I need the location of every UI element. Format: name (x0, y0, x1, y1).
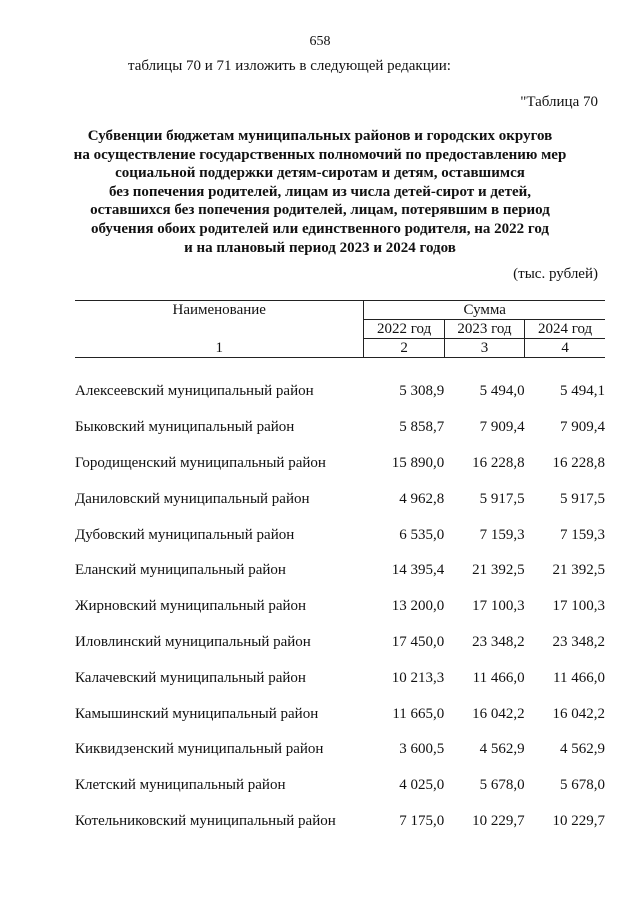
header-year-2024: 2024 год (525, 320, 605, 339)
value-2022: 4 025,0 (399, 777, 445, 794)
value-2023: 21 392,5 (472, 562, 525, 579)
value-2022: 7 175,0 (399, 812, 445, 829)
district-name: Дубовский муниципальный район (75, 526, 295, 543)
value-2022: 4 962,8 (399, 490, 445, 507)
value-2022: 5 858,7 (399, 419, 445, 436)
table-row (75, 804, 605, 840)
table-row (75, 660, 605, 696)
title-line: без попечения родителей, лицам из числа детей-сирот и детей, (109, 183, 531, 200)
value-2023: 7 909,4 (479, 419, 525, 436)
subsidy-table (75, 300, 605, 839)
value-2024: 7 909,4 (560, 419, 605, 436)
table-spacer (75, 358, 605, 375)
district-name: Котельниковский муниципальный район (75, 812, 336, 829)
district-name: Клетский муниципальный район (75, 777, 286, 794)
value-2022: 15 890,0 (391, 454, 445, 471)
district-name: Киквидзенский муниципальный район (75, 741, 324, 758)
title-line: на осуществление государственных полномочий по предоставлению мер (73, 146, 567, 163)
value-2024: 16 228,8 (552, 454, 605, 471)
value-2024: 5 494,1 (560, 383, 605, 400)
table-row (75, 625, 605, 661)
column-number-2: 2 (364, 339, 444, 358)
value-2024: 17 100,3 (552, 598, 605, 615)
table-row (75, 732, 605, 768)
title-line: обучения обоих родителей или единственного родителя, на 2022 год (91, 220, 549, 237)
value-2024: 21 392,5 (552, 562, 605, 579)
value-2022: 5 308,9 (399, 383, 445, 400)
table-row (75, 481, 605, 517)
value-2023: 16 228,8 (472, 454, 525, 471)
title-line: социальной поддержки детям-сиротам и детям, оставшимся (115, 165, 525, 182)
value-2022: 10 213,3 (391, 669, 445, 686)
district-name: Быковский муниципальный район (75, 419, 295, 436)
value-2022: 17 450,0 (391, 633, 445, 650)
district-name: Алексеевский муниципальный район (75, 383, 314, 400)
units-label: (тыс. рублей) (513, 266, 598, 282)
value-2024: 5 678,0 (560, 777, 605, 794)
value-2024: 4 562,9 (560, 741, 605, 758)
table-row (75, 696, 605, 732)
title-line: Субвенции бюджетам муниципальных районов и городских округов (87, 128, 553, 144)
table-row (75, 768, 605, 804)
table-body (75, 358, 605, 840)
header-sum: Сумма (364, 301, 605, 320)
value-2022: 13 200,0 (391, 598, 445, 615)
table-row (75, 553, 605, 589)
district-name: Еланский муниципальный район (75, 562, 286, 579)
column-number-1: 1 (75, 339, 364, 358)
value-2022: 6 535,0 (399, 526, 445, 543)
value-2024: 23 348,2 (552, 633, 605, 650)
value-2023: 17 100,3 (472, 598, 525, 615)
column-number-4: 4 (525, 339, 605, 358)
value-2024: 11 466,0 (553, 669, 605, 686)
value-2023: 5 678,0 (479, 777, 525, 794)
value-2022: 3 600,5 (399, 741, 445, 758)
header-year-2023: 2023 год (444, 320, 524, 339)
value-2023: 16 042,2 (472, 705, 525, 722)
district-name: Калачевский муниципальный район (75, 669, 306, 686)
value-2023: 10 229,7 (472, 812, 525, 829)
value-2024: 10 229,7 (552, 812, 605, 829)
value-2022: 14 395,4 (391, 562, 445, 579)
table-row (75, 446, 605, 482)
value-2023: 7 159,3 (479, 526, 525, 543)
title-line: оставшихся без попечения родителей, лицам, потерявшим в период (90, 202, 550, 219)
header-name: Наименование (75, 301, 364, 339)
table-label: "Таблица 70 (520, 94, 598, 110)
value-2023: 5 494,0 (479, 383, 525, 400)
value-2024: 16 042,2 (552, 705, 605, 722)
title-line: и на плановый период 2023 и 2024 годов (184, 239, 456, 256)
value-2022: 11 665,0 (392, 705, 445, 722)
header-year-2022: 2022 год (364, 320, 444, 339)
value-2023: 5 917,5 (479, 490, 525, 507)
table-title (60, 127, 580, 257)
district-name: Даниловский муниципальный район (75, 490, 310, 507)
value-2024: 7 159,3 (560, 526, 605, 543)
table-row (75, 517, 605, 553)
table-row (75, 374, 605, 410)
column-number-3: 3 (444, 339, 524, 358)
value-2023: 4 562,9 (479, 741, 525, 758)
value-2024: 5 917,5 (560, 490, 605, 507)
district-name: Иловлинский муниципальный район (75, 633, 311, 650)
value-2023: 23 348,2 (472, 633, 525, 650)
table-row (75, 410, 605, 446)
intro-text: таблицы 70 и 71 изложить в следующей редакции: (128, 58, 451, 74)
value-2023: 11 466,0 (472, 669, 525, 686)
table-row (75, 589, 605, 625)
district-name: Камышинский муниципальный район (75, 705, 319, 722)
page-number: 658 (309, 34, 331, 49)
district-name: Городищенский муниципальный район (75, 454, 326, 471)
table-header (75, 301, 605, 358)
district-name: Жирновский муниципальный район (75, 598, 307, 615)
